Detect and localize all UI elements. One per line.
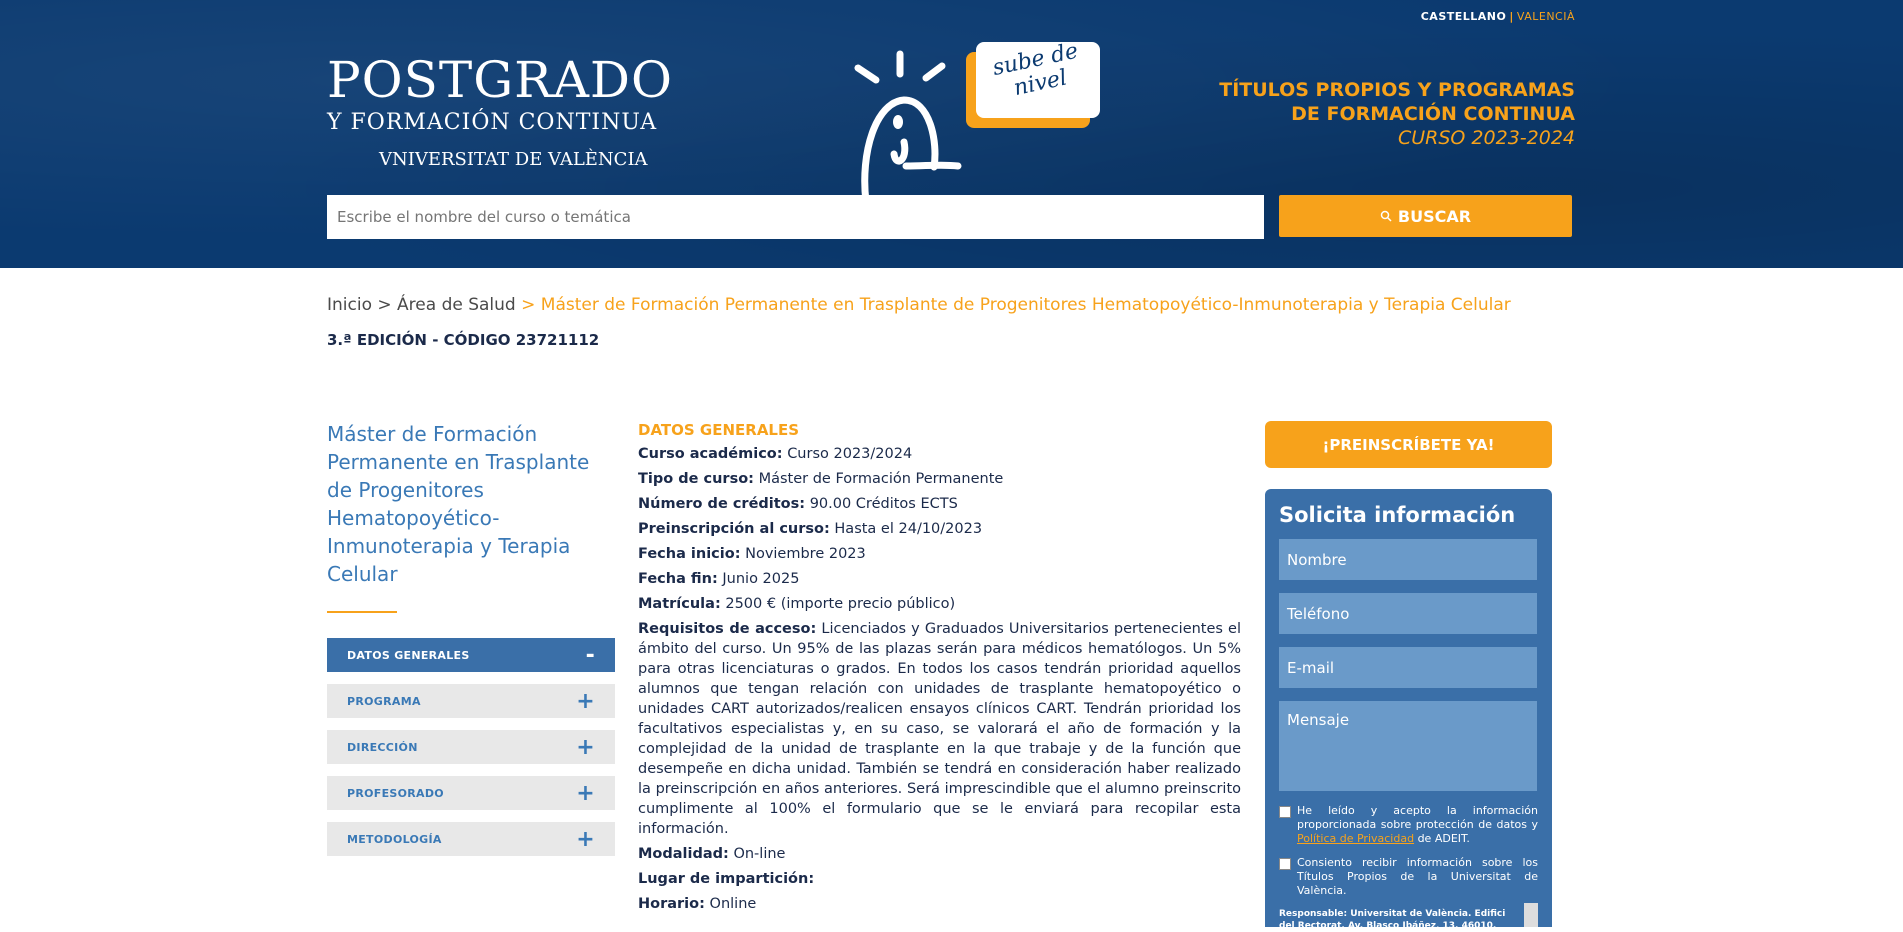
search-button-label: BUSCAR <box>1397 206 1472 226</box>
lang-valencia[interactable]: VALENCIÀ <box>1516 10 1575 23</box>
logo-formacion-continua: Y FORMACIÓN CONTINUA <box>327 110 658 135</box>
email-field[interactable]: E-mail <box>1279 647 1537 688</box>
menu-metodologia[interactable] <box>327 822 615 856</box>
expand-icon: + <box>576 780 595 806</box>
language-switcher <box>1421 10 1575 23</box>
marketing-consent-label: Consiento recibir información sobre los Títulos Propios de la Universitat de València. <box>1297 856 1538 897</box>
bubble-text: sube de nivel <box>990 38 1081 102</box>
detail-row: Curso académico: Curso 2023/2024 <box>638 446 913 462</box>
detail-row: Requisitos de acceso: Licenciados y Graduados Universitarios pertenecientes el ámbito del curso. Un 95% de las plazas serán para médicos hematólogos. Un 5% para otras licenciaturas o grados. En todos los casos tendrán prioridad aquellos alumnos que tengan relación con unidades de trasplante hematopoyético o unidades CART autorizados/realicen ensayos clínicos CART. Tendrán prioridad los facultativos especialistas y, en su caso, se valorará el año de formación y la complejidad de la unidad de trasplante en la que trabaje y de la función que desempeñe en dicha unidad. También se tendrá en consideración haber realizado la preinscripción en años anteriores. Será imprescindible que el alumno preinscrito cumplimente al 100% el formulario que se le enviará para recopilar esta información. <box>638 621 1242 837</box>
section-menu <box>327 638 615 868</box>
detail-row: Tipo de curso: Máster de Formación Permanente <box>638 471 1004 487</box>
tagline-line2: DE FORMACIÓN CONTINUA <box>1291 103 1575 125</box>
details-section-title: DATOS GENERALES <box>638 421 800 439</box>
lang-separator: | <box>1509 10 1514 23</box>
detail-row: Fecha inicio: Noviembre 2023 <box>638 546 866 562</box>
breadcrumb-home[interactable]: Inicio <box>327 295 372 315</box>
marketing-consent <box>1279 856 1538 898</box>
menu-label: METODOLOGÍA <box>347 832 442 846</box>
menu-label: DATOS GENERALES <box>347 648 470 662</box>
logo-postgrado: POSTGRADO <box>327 51 674 109</box>
menu-label: DIRECCIÓN <box>347 740 418 754</box>
menu-datos-generales[interactable] <box>327 638 615 672</box>
detail-row: Lugar de impartición: <box>638 871 815 887</box>
course-details <box>638 420 1241 919</box>
edition-code: 3.ª EDICIÓN - CÓDIGO 23721112 <box>327 331 600 349</box>
privacy-checkbox[interactable] <box>1279 806 1291 818</box>
expand-icon: + <box>576 826 595 852</box>
detail-row: Fecha fin: Junio 2025 <box>638 571 800 587</box>
lang-castellano[interactable]: CASTELLANO <box>1420 10 1507 23</box>
header-tagline <box>1219 78 1575 150</box>
breadcrumb: Inicio > Área de Salud > Máster de Formación Permanente en Trasplante de Progenitores Hematopoyético-Inmunoterapia y Terapia Celular <box>327 295 1511 315</box>
privacy-consent: He leído y acepto la información proporcionada sobre protección de datos y Política de Privacidad de ADEIT. <box>1279 804 1538 846</box>
detail-row: Horario: Online <box>638 896 757 912</box>
logo-universitat: VNIVERSITAT DE VALÈNCIA <box>379 149 648 170</box>
menu-direccion[interactable] <box>327 730 615 764</box>
search-input[interactable] <box>327 195 1264 239</box>
phone-field[interactable]: Teléfono <box>1279 593 1537 634</box>
search-button[interactable] <box>1279 195 1572 237</box>
info-form-title: Solicita información <box>1279 503 1516 527</box>
title-underline <box>327 611 397 613</box>
breadcrumb-current: Máster de Formación Permanente en Trasplante de Progenitores Hematopoyético-Inmunoterapia y Terapia Celular <box>540 295 1511 315</box>
menu-profesorado[interactable] <box>327 776 615 810</box>
detail-row: Matrícula: 2500 € (importe precio público) <box>638 596 956 612</box>
menu-label: PROGRAMA <box>347 694 421 708</box>
detail-row: Modalidad: On-line <box>638 846 786 862</box>
menu-programa[interactable] <box>327 684 615 718</box>
tagline-year: CURSO 2023-2024 <box>1398 127 1575 149</box>
expand-icon: + <box>576 688 595 714</box>
breadcrumb-area[interactable]: Área de Salud <box>397 295 516 315</box>
site-logo[interactable] <box>327 52 673 172</box>
detail-row: Preinscripción al curso: Hasta el 24/10/2023 <box>638 521 983 537</box>
info-request-form <box>1265 489 1552 931</box>
expand-icon: + <box>576 734 595 760</box>
search-icon <box>1380 210 1392 222</box>
legal-notice: Responsable: Universitat de València. Edifici del Rectorat. Av. Blasco Ibáñez, 13. 46010. <box>1279 909 1506 931</box>
message-field[interactable]: Mensaje <box>1279 701 1537 791</box>
privacy-policy-link[interactable]: Política de Privacidad <box>1297 832 1415 845</box>
detail-row: Número de créditos: 90.00 Créditos ECTS <box>638 496 958 512</box>
preregister-button[interactable]: ¡PREINSCRÍBETE YA! <box>1265 421 1552 468</box>
marketing-checkbox[interactable] <box>1279 858 1291 870</box>
site-header <box>0 0 1903 268</box>
tagline-line1: TÍTULOS PROPIOS Y PROGRAMAS <box>1219 79 1575 101</box>
legal-scrollbar[interactable] <box>1524 903 1538 927</box>
collapse-icon: - <box>585 642 595 668</box>
name-field[interactable]: Nombre <box>1279 539 1537 580</box>
menu-label: PROFESORADO <box>347 786 444 800</box>
course-title: Máster de Formación Permanente en Trasplante de Progenitores Hematopoyético-Inmunoterapia y Terapia Celular <box>327 422 590 586</box>
